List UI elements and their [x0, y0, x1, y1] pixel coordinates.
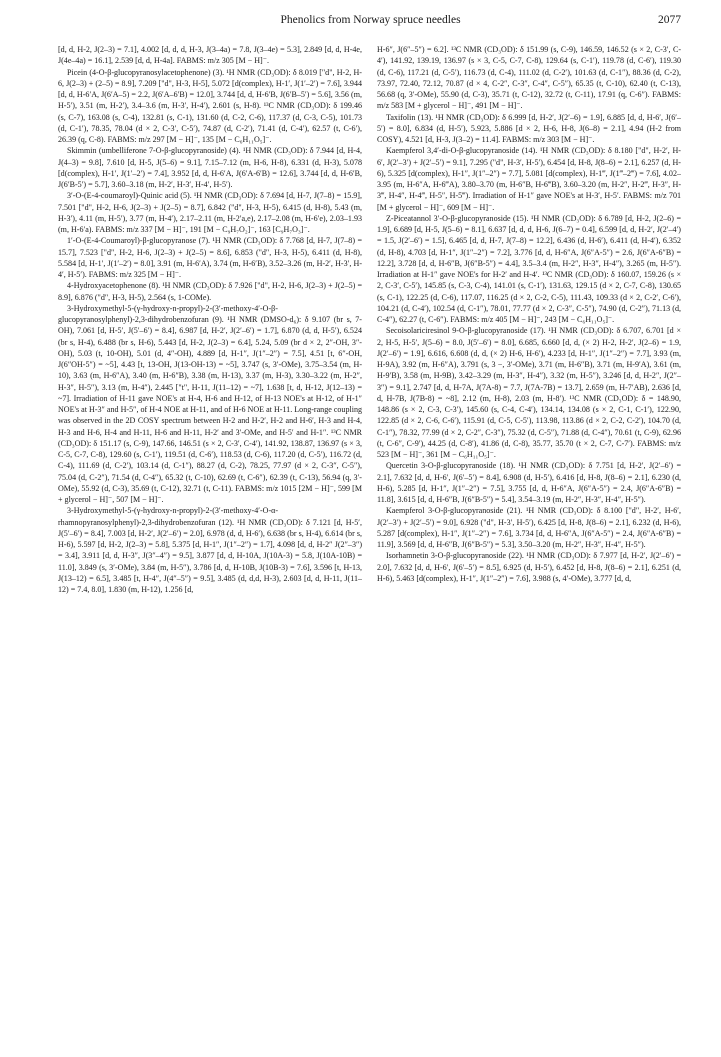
right-column	[377, 44, 681, 1049]
continued-paragraph: H-6″, J(6″–5″) = 6.2]. ¹³C NMR (CD₃OD): δ 151.99 (s, C-9), 146.59, 146.52 (s × 2, C-3′, C-4′), 141.92, 139.19, 136.97 (s × 3, C-5, C-7, C-8), 129.64 (s, C-1′), 119.78 (d, C-6′), 119.30 (d, C-6), 117.21 (d, C-5′), 116.73 (d, C-4), 111.02 (d, C-2′), 101.63 (d, C-1″), 88.36 (d, C-2), 73.97, 72.40, 72.12, 70.87 (d × 4, C-2″, C-3″, C-4″, C-5″), 65.35 (t, C-10), 62.40 (t, C-13), 56.68 (q, 3′-OMe), 55.90 (d, C-3), 35.71 (t, C-12), 32.72 (t, C-11), 17.91 (q, C-6″). FABMS: m/z 583 [M + glycerol − H]⁻, 491 [M − H]⁻.	[377, 45, 681, 111]
compound-paragraph: Z-Piceatannol 3′-O-β-glucopyranoside (15). ¹H NMR (CD₃OD): δ 6.789 [d, H-2, J(2–6) = 1.9], 6.689 [d, H-5, J(5–6) = 8.1], 6.637 [d, d, d, H-6, J(6–7) = 0.4], 6.599 [d, d, H-2′, J(2′–4′) = 1.5, J(2′–6′) = 1.5], 6.465 [d, d, H-7, J(7–8) = 12.2], 6.436 (d, H-6′), 6.411 (d, H-4′), 6.352 (d, H-8), 4.703 [d, H-1″, J(1″–2″) = 7.2], 3.776 [d, d, H-6″A, J(6″A-5″) = 2.6, J(6″A-6″B) = 12.2], 3.728 [d, d, H-6″B, J(6″B-5″) = 4.4], 3.5–3.4 (m, H-2″, H-3″, H-4″), 3.265 (m, H-5″). Irradiation at H-1″ gave NOE's for H-2′ and H-4′. ¹³C NMR (CD₃OD): δ 160.07, 159.26 (s × 2, C-3′, C-5′), 145.85 (s, C-3, C-4), 141.01 (s, C-1′), 131.63, 129.15 (d × 2, C-7, C-8), 130.65 (s, C-1), 122.25 (d, C-6), 117.07, 116.25 (d × 2, C-2, C-5), 111.43, 109.33 (d × 2, C-2′, C-6′), 104.21 (d, C-4′), 102.54 (d, C-1″), 78.01, 77.77 (d × 2, C-3″, C-5″), 74.90 (d, C-2″), 71.13 (d, C-4″), 62.27 (t, C-6″). FABMS: m/z 405 [M − H]⁻, 243 [M − C₆H₁₁O₅]⁻.	[377, 213, 681, 324]
running-head-title: Phenolics from Norway spruce needles	[280, 14, 461, 26]
compound-paragraph: Isorhamnetin 3-O-β-glucopyranoside (22). ¹H NMR (CD₃OD): δ 7.977 [d, H-2′, J(2′–6′) = 2.0], 7.632 [d, d, H-6′, J(6′–5′) = 8.5], 6.925 (d, H-5′), 6.452 [d, H-8, J(8–6) = 2.1], 6.251 (d, H-6), 5.463 [d(complex), H-1″, J(1″–2″) = 7.6], 3.988 (s, 4′-OMe), 3.777 [d, d,	[377, 551, 681, 583]
left-column	[58, 44, 362, 1049]
compound-paragraph: Kaempferol 3,4′-di-O-β-glucopyranoside (14). ¹H NMR (CD₃OD): δ 8.180 ["d", H-2′, H-6′, J(2′–3′) + J(2′–5′) = 9.1], 7.295 ("d", H-3′, H-5′), 6.454 [d, H-8, J(8–6) = 2.1], 6.257 (d, H-6), 5.325 [d(complex), H-1″, J(1″–2″) = 7.7], 5.081 [d(complex), H-1‴, J(1‴–2‴) = 7.6], 4.02–3.95 (m, H-6″A, H-6‴A), 3.80–3.70 (m, H-6″B, H-6‴B), 3.60–3.20 (m, H-2″, H-2‴, H-3″, H-3‴, H-4″, H-4‴, H-5″, H-5‴). Irradiation of H-1″ gave NOE's at H-3′, H-5′. FABMS: m/z 701 [M + glycerol − H]⁻, 609 [M − H]⁻.	[377, 146, 681, 212]
compound-paragraph: Skimmin (umbelliferone 7-O-β-glucopyranoside) (4). ¹H NMR (CD₃OD): δ 7.944 [d, H-4, J(4–3) = 9.8], 7.610 [d, H-5, J(5–6) = 9.1], 7.15–7.12 (m, H-6, H-8), 6.331 (d, H-3), 5.078 [d(complex), H-1′, J(1′–2′) = 7.4], 3.952 [d, d, H-6′A, J(6′A-6′B) = 12.6], 3.744 [d, d, H-6′B, J(6′B-5′) = 5.7], 3.60–3.18 (m, H-2′, H-3′, H-4′, H-5′).	[58, 146, 362, 189]
running-head	[60, 14, 681, 30]
compound-paragraph: 1′-O-(E-4-Coumaroyl)-β-glucopyranose (7). ¹H NMR (CD₃OD): δ 7.768 [d, H-7, J(7–8) = 15.7], 7.523 ["d", H-2, H-6, J(2–3) + J(2–5) = 8.6], 6.853 ("d", H-3, H-5), 6.411 (d, H-8), 5.584 [d, H-1′, J(1′–2′) = 8.0], 3.91 (m, H-6′A), 3.74 (m, H-6′B), 3.52–3.26 (m, H-2′, H-3′, H-4′, H-5′). FABMS: m/z 325 [M − H]⁻.	[58, 236, 362, 279]
compound-paragraph: Quercetin 3-O-β-glucopyranoside (18). ¹H NMR (CD₃OD): δ 7.751 [d, H-2′, J(2′–6′) = 2.1], 7.632 [d, d, H-6′, J(6′–5′) = 8.4], 6.908 (d, H-5′), 6.416 [d, H-8, J(8–6) = 2.1], 6.230 (d, H-6), 5.285 [d, H-1″, J(1″–2″) = 7.5], 3.755 [d, d, H-6″A, J(6″A-5″) = 2.4, J(6″A-6″B) = 11.8], 3.615 [d, d, H-6″B, J(6″B-5″) = 5.4], 3.54–3.19 (m, H-2″, H-3″, H-4″, H-5″).	[377, 461, 681, 504]
continued-paragraph: [d, d, H-2, J(2–3) = 7.1], 4.002 [d, d, d, H-3, J(3–4a) = 7.8, J(3–4e) = 5.3], 2.849 [d, d, H-4e, J(4e–4a) = 16.1], 2.539 [d, d, H-4a]. FABMS: m/z 305 [M − H]⁻.	[58, 45, 362, 66]
two-column-body	[58, 44, 681, 1049]
compound-paragraph: 3-Hydroxymethyl-5-(γ-hydroxy-n-propyl)-2-(3′-methoxy-4′-O-α-rhamnopyranosylphenyl)-2,3-dihydrobenzofuran (12). ¹H NMR (CD₃OD): δ 7.121 [d, H-5′, J(5′–6′) = 8.4], 7.003 [d, H-2′, J(2′–6′) = 2.0], 6.978 (d, d, H-6′), 6.638 (br s, H-4), 6.614 (br s, H-6), 5.597 [d, H-2, J(2–3) = 5.8], 5.375 [d, H-1″, J(1″–2″) = 1.7], 4.098 [d, d, H-2″ J(2″–3″) = 3.4], 3.911 [d, d, H-3″, J(3″–4″) = 9.5], 3.877 [d, d, H-10A, J(10A-3) = 5.8, J(10A-10B) = 11.0], 3.849 (s, 3′-OMe), 3.84 (m, H-5″), 3.786 [d, d, H-10B, J(10B-3) = 7.6], 3.596 [t, H-13, J(13–12) = 6.5], 3.485 [t, H-4″, J(4″–5″) = 9.5], 3.485 (d, d,d, H-3), 2.603 [d, d, H-11, J(11–12) = 7.4, 8.0], 1.830 (m, H-12), 1.256 [d,	[58, 506, 362, 594]
compound-paragraph: Kaempferol 3-O-β-glucopyranoside (21). ¹H NMR (CD₃OD): δ 8.100 ["d", H-2′, H-6′, J(2′–3′) + J(2′–5′) = 9.0], 6.928 ("d", H-3′, H-5′), 6.425 [d, H-8, J(8–6) = 2.1], 6.232 (d, H-6), 5.287 [d(complex), H-1″, J(1″–2″) = 7.6], 3.734 [d, d, H-6″A, J(6″A-5″) = 2.4, J(6″A-6″B) = 11.9], 3.569 [d, d, H-6″B, J(6″B-5″) = 5.3], 3.50–3.20 (m, H-2″, H-3″, H-4″, H-5″).	[377, 506, 681, 549]
compound-paragraph: Taxifolin (13). ¹H NMR (CD₃OD): δ 6.999 [d, H-2′, J(2′–6) = 1.9], 6.885 [d, d, H-6′, J(6′–5′) = 8.0], 6.834 (d, H-5′), 5.923, 5.886 [d × 2, H-6, H-8, J(6–8) = 2.1], 4.94 (H-2 from COSY), 4.521 [d, H-3, J(3–2) = 11.4]. FABMS: m/z 303 [M − H]⁻.	[377, 112, 681, 144]
compound-paragraph: 4-Hydroxyacetophenone (8). ¹H NMR (CD₃OD): δ 7.926 ["d", H-2, H-6, J(2–3) + J(2–5) = 8.9], 6.876 ("d", H-3, H-5), 2.564 (s, 1-COMe).	[58, 281, 362, 302]
compound-paragraph: Secoisolariciresinol 9-O-β-glucopyranoside (17). ¹H NMR (CD₃OD): δ 6.707, 6.701 [d × 2, H-5, H-5′, J(5–6) = 8.0, J(5′–6′) = 8.0], 6.685, 6.660 [d, d, (× 2) H-2, H-2′, J(2–6) = 1.9, J(2′–6′) = 1.9], 6.616, 6.608 (d, d, (× 2) H-6, H-6′), 4.233 [d, H-1″, J(1″–2″) = 7.7], 3.93 (m, H-9A), 3.92 (m, H-6″A), 3.791 (s, 3 −, 3′-OMe), 3.71 (m, H-6″B), 3.71 (m, H-9′A), 3.61 (m, H-9′B), 3.58 (m, H-9B), 3.42–3.29 (m, H-3″, H-4″), 3.32 (m, H-5″), 3.246 [d, d, H-2″, J(2″–3″) = 9.1], 2.747 [d, d, H-7A, J(7A-8) = 7.7, J(7A-7B) = 13.7], 2.659 (m, H-7′AB), 2.636 [d, d, H-7B, J(7B-8) = ~8], 2.12 (m, H-8), 2.03 (m, H-8′). ¹³C NMR (CD₃OD): δ = 148.90, 148.86 (s × 2, C-3, C-3′), 145.60 (s, C-4, C-4′), 134.14, 134.08 (s × 2, C-1, C-1′), 122.90, 122.85 (d × 2, C-6, C-6′), 115.91 (d, C-5, C-5′), 113.98, 113.86 (d × 2, C-2, C-2′), 104.70 (d, C-1″), 78.32, 77.99 (d × 2, C-2″, C-3″), 75.32 (d, C-5″), 71.88 (d, C-4″), 70.61 (t, C-9), 62.96 (t, C-6″, C-9′), 44.25 (d, C-8′), 41.86 (d, C-8), 35.77, 35.70 (t × 2, C-7, C-7′). FABMS: m/z 523 [M − H]⁻, 361 [M − C₆H₁₁O₅]⁻.	[377, 326, 681, 459]
compound-paragraph: 3′-O-(E-4-coumaroyl)-Quinic acid (5). ¹H NMR (CD₃OD): δ 7.694 [d, H-7, J(7–8) = 15.9], 7.501 ["d", H-2, H-6, J(2–3) + J(2–5) = 8.7], 6.842 ("d", H-3, H-5), 6.415 (d, H-8), 5.43 (m, H-3′), 4.11 (m, H-5′), 3.77 (m, H-4′), 2.17–2.11 (m, H-2′a,e), 2.17–2.08 (m, H-6′e), 2.03–1.93 (m, H-6′a). FABMS: m/z 337 [M − H]⁻, 191 [M − C₉H₇O₂]⁻, 163 [C₉H₇O₃]⁻.	[58, 191, 362, 234]
compound-paragraph: 3-Hydroxymethyl-5-(γ-hydroxy-n-propyl)-2-(3′-methoxy-4′-O-β-glucopyranosylphenyl)-2,3-dihydrobenzofuran (9). ¹H NMR (DMSO-d₆): δ 9.107 (br s, 7-OH), 7.061 [d, H-5′, J(5′–6′) = 8.4], 6.987 [d, H-2′, J(2′–6′) = 1.7], 6.870 (d, d, H-5′), 6.524 (br s, H-4), 6.488 (br s, H-6), 5.443 [d, H-2, J(2–3) = 6.4], 5.24, 5.09 (br d × 2, 2″-OH, 3″-OH), 5.03 (t, 10-OH), 5.01 (d, 4″-OH), 4.889 [d, H-1″, J(1″–2″) = 7.5], 4.51 [t, 6″-OH, J(6″OH-5″) = ~5], 4.43 [t, 13-OH, J(13-OH-13) = ~5], 3.747 (s, 3′-OMe), 3.75–3.54 (m, H-10), 3.63 (m, H-6″A), 3.40 (m, H-6″B), 3.38 (m, H-13), 3.37 (m, H-3), 3.30–3.22 (m, H-2″, H-3″, H-5″), 3.13 (m, H-4″), 2.445 ["t", H-11, J(11–12) = ~7], 1.638 [t, d, H-12, J(12–13) = ~7]. Irradiation of H-11 gave NOE's at H-4, H-6 and H-12, of H-13 NOE's at H-12, of H-1″ NOE's at H-3″ and H-5″, of H-4 NOE at H-11, and of H-6 NOE at H-11. Long-range coupling was observed in the 2D COSY spectrum between H-2 and H-2′, H-2 and H-6′, H-3 and H-4, H-3 and H-6, H-4 and H-11, H-6 and H-11, H-2′ and 3′-OMe, and H-5′ and H-1″. ¹³C NMR (CD₃OD): δ 151.17 (s, C-9), 147.66, 146.51 (s × 2, C-3′, C-4′), 141.92, 138.87, 136.97 (s × 3, C-5, C-7, C-8), 129.60 (s, C-1′), 119.51 (d, C-6′), 118.53 (d, C-6), 117.20 (d, C-5′), 116.72 (d, C-4), 111.69 (d, C-2′), 103.14 (d, C-1″), 88.27 (d, C-2), 78.25, 77.97 (d × 2, C-3″, C-5″), 75.04 (d, C-2″), 71.54 (d, C-4″), 65.32 (t, C-10), 62.69 (t, C-6″), 62.39 (t, C-13), 56.94 (q, 3′-OMe), 55.92 (d, C-3), 35.69 (t, C-12), 32.71 (t, C-11). FABMS: m/z 1015 [2M − H]⁻, 599 [M + glycerol − H]⁻, 507 [M − H]⁻.	[58, 303, 362, 504]
page-number: 2077	[658, 14, 681, 26]
compound-paragraph: Picein (4-O-β-glucopyranosylacetophenone) (3). ¹H NMR (CD₃OD): δ 8.019 ["d", H-2, H-6, J(2–3) + (2–5) = 8.9], 7.209 ["d", H-3, H-5], 5.072 [d(complex), H-1′, J(1′–2′) = 7.6], 3.944 [d, d, H-6′A, J(6′A–5) = 2.2, J(6′A–6′B) = 12.0], 3.744 [d, d, H-6′B, J(6′B–5′) = 5.6], 3.56 (m, H-5′), 3.51 (m, H-2′), 3.4–3.6 (m, H-3′, H-4′), 2.601 (s, H-8). ¹³C NMR (CD₃OD): δ 199.46 (s, C-7), 163.08 (s, C-4), 132.81 (s, C-1), 131.60 (d, C-2, C-6), 117.37 (d, C-3, C-5), 101.73 (d, C-1′), 78.35, 78.04 (d × 2, C-3′, C-5′), 74.87 (d, C-2′), 71.41 (d, C-4′), 62.57 (t, C-6′), 26.39 (q, C-8). FABMS: m/z 297 [M − H]⁻, 135 [M − C₆H₁₁O₅]⁻.	[58, 67, 362, 144]
